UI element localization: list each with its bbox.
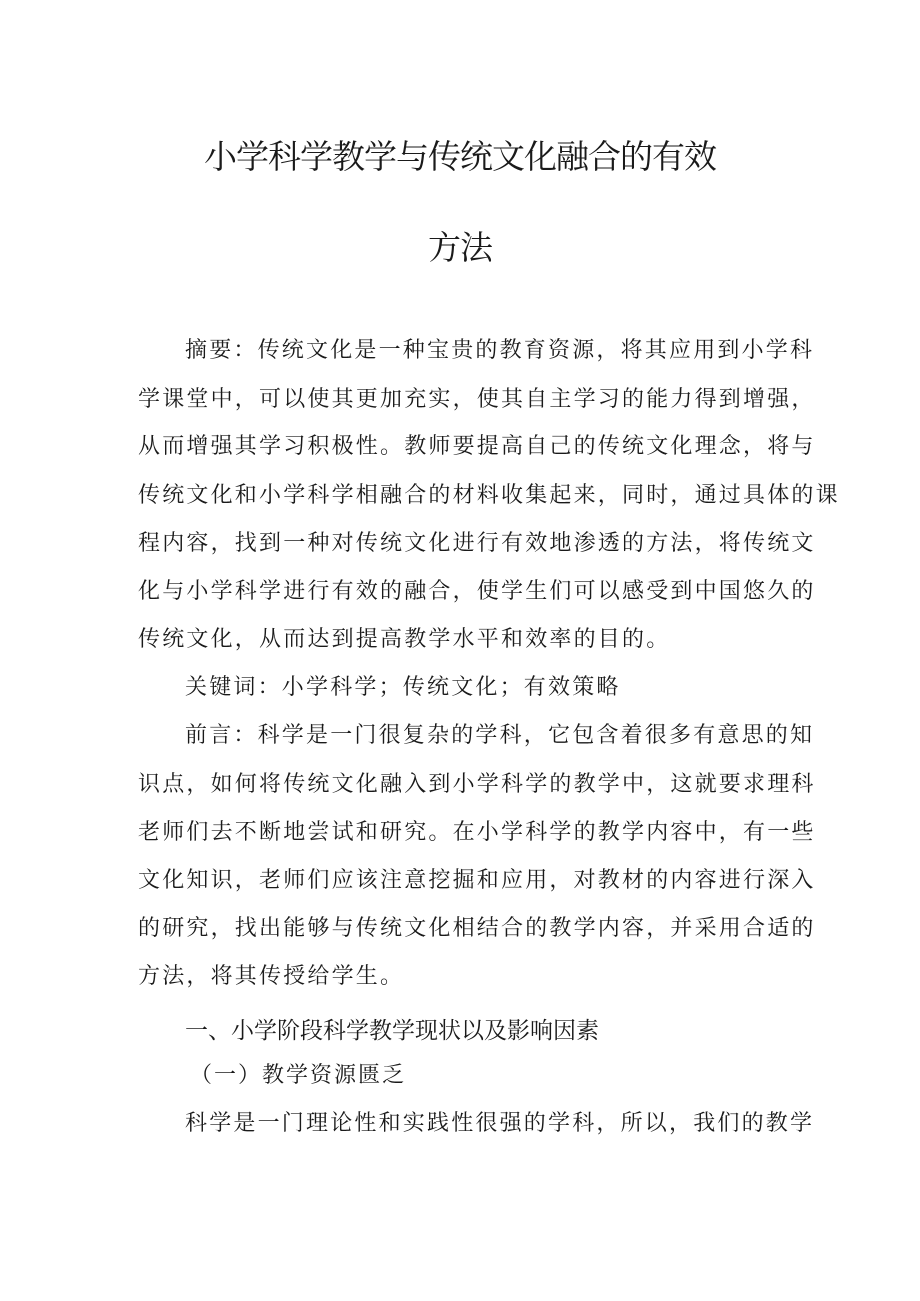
document-title-line-1: 小学科学教学与传统文化融合的有效: [204, 137, 716, 176]
abstract-line: 传统文化和小学科学相融合的材料收集起来，同时，通过具体的课: [138, 483, 840, 508]
abstract-line: 摘要：传统文化是一种宝贵的教育资源，将其应用到小学科: [185, 338, 815, 363]
abstract-line: 学课堂中，可以使其更加充实，使其自主学习的能力得到增强，: [138, 387, 816, 412]
section-paragraph-line: 科学是一门理论性和实践性很强的学科，所以，我们的教学: [185, 1111, 815, 1136]
preface-line: 方法，将其传授给学生。: [138, 964, 405, 989]
abstract-line: 传统文化，从而达到提高教学水平和效率的目的。: [138, 627, 671, 652]
keywords: 关键词：小学科学；传统文化；有效策略: [185, 675, 621, 700]
subsection-heading: （一）教学资源匮乏: [190, 1063, 407, 1088]
section-heading: 一、小学阶段科学教学现状以及影响因素: [185, 1018, 599, 1044]
preface-line: 前言：科学是一门很复杂的学科，它包含着很多有意思的知: [185, 723, 815, 748]
abstract-line: 从而增强其学习积极性。教师要提高自己的传统文化理念，将与: [138, 434, 816, 459]
abstract-line: 化与小学科学进行有效的融合，使学生们可以感受到中国悠久的: [138, 579, 816, 604]
preface-line: 的研究，找出能够与传统文化相结合的教学内容，并采用合适的: [138, 916, 816, 941]
preface-line: 文化知识，老师们应该注意挖掘和应用，对教材的内容进行深入: [138, 868, 816, 893]
preface-line: 识点，如何将传统文化融入到小学科学的教学中，这就要求理科: [138, 772, 816, 797]
preface-line: 老师们去不断地尝试和研究。在小学科学的教学内容中，有一些: [138, 820, 816, 845]
document-title-line-2: 方法: [428, 228, 492, 267]
abstract-line: 程内容，找到一种对传统文化进行有效地渗透的方法，将传统文: [138, 531, 816, 556]
